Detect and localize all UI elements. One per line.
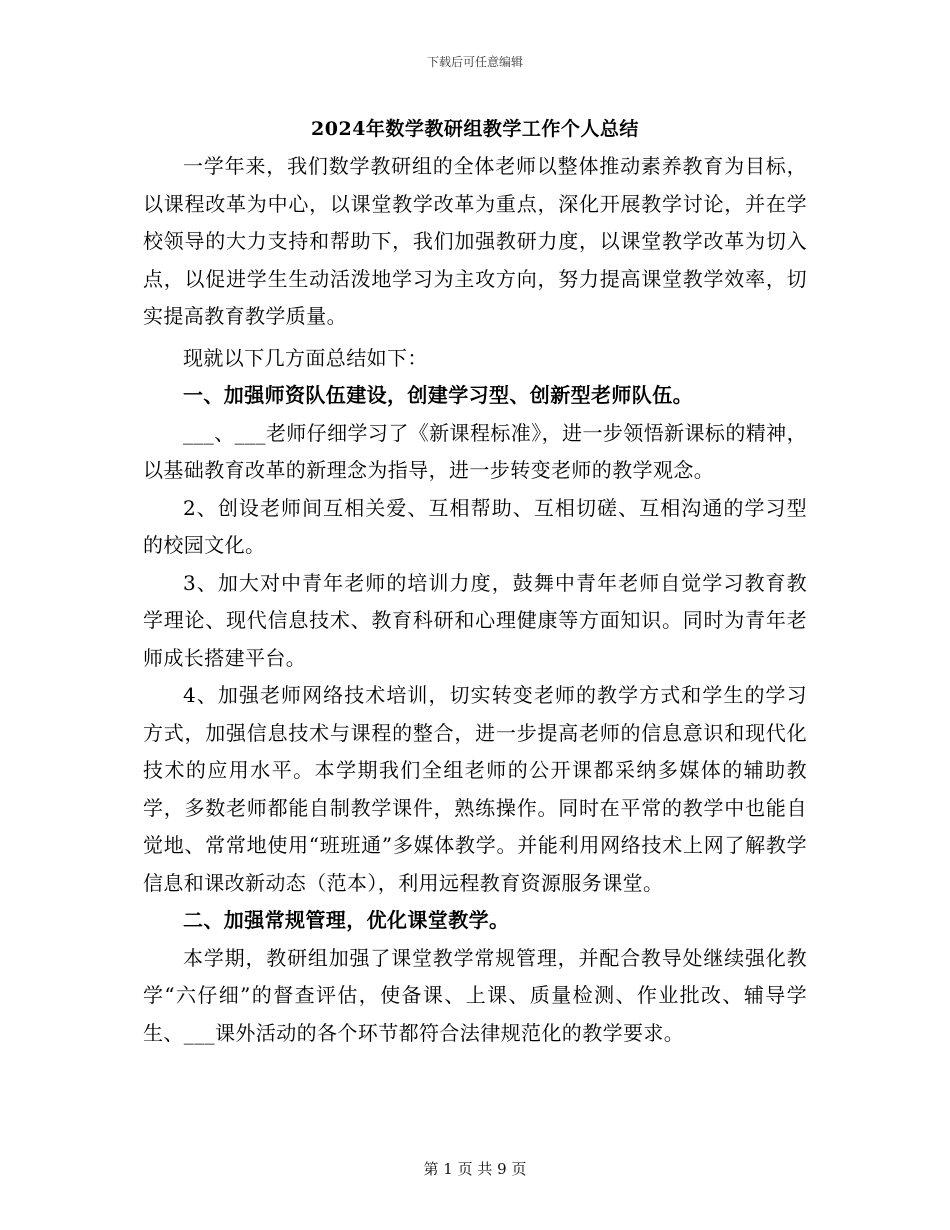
section-2-paragraph: 本学期，教研组加强了课堂教学常规管理，并配合教导处继续强化教学“六仔细”的督查评估，使备课、上课、质量检测、作业批改、辅导学生、___课外活动的各个环节都符合法律规范化的教学要求。 (143, 945, 807, 1045)
document-body (143, 112, 807, 1052)
section-1-item: 4、加强老师网络技术培训，切实转变老师的教学方式和学生的学习方式，加强信息技术与课程的整合，进一步提高老师的信息意识和现代化技术的应用水平。本学期我们全组老师的公开课都采纳多媒体的辅助教学，多数老师都能自制教学课件，熟练操作。同时在平常的教学中也能自觉地、常常地使用“班班通”多媒体教学。并能利用网络技术上网了解教学信息和课改新动态（范本），利用远程教育资源服务课堂。 (143, 683, 807, 895)
page-header-note: 下载后可任意编辑 (426, 55, 523, 69)
document-title: 2024年数学教研组教学工作个人总结 (311, 118, 639, 140)
section-1-item: 2、创设老师间互相关爱、互相帮助、互相切磋、互相沟通的学习型的校园文化。 (143, 495, 807, 557)
section-1-item: ___、___老师仔细学习了《新课程标准》，进一步领悟新课标的精神，以基础教育改革的新理念为指导，进一步转变老师的教学观念。 (143, 420, 807, 482)
section-2-heading: 二、加强常规管理，优化课堂教学。 (183, 908, 510, 932)
page-number: 第 1 页 共 9 页 (423, 1160, 527, 1178)
section-1-heading: 一、加强师资队伍建设，创建学习型、创新型老师队伍。 (183, 383, 693, 407)
summary-lead: 现就以下几方面总结如下： (183, 345, 428, 370)
section-1-item: 3、加大对中青年老师的培训力度，鼓舞中青年老师自觉学习教育教学理论、现代信息技术、教育科研和心理健康等方面知识。同时为青年老师成长搭建平台。 (143, 570, 807, 670)
intro-paragraph: 一学年来，我们数学教研组的全体老师以整体推动素养教育为目标，以课程改革为中心，以课堂教学改革为重点，深化开展教学讨论，并在学校领导的大力支持和帮助下，我们加强教研力度，以课堂教学改革为切入点，以促进学生生动活泼地学习为主攻方向，努力提高课堂教学效率，切实提高教育教学质量。 (143, 154, 807, 328)
